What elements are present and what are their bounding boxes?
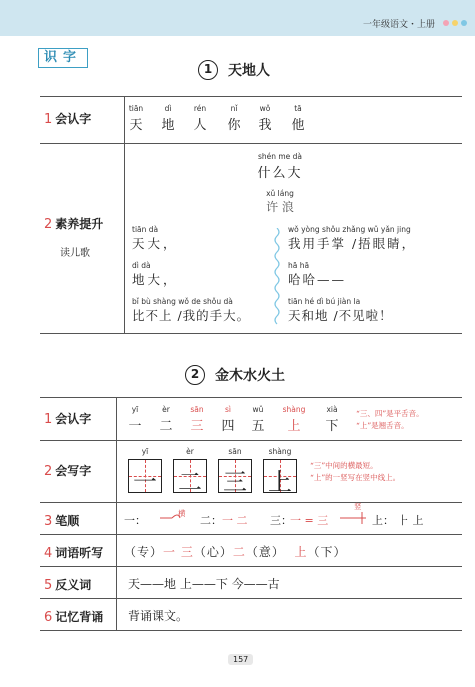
hanzi: 三: [190, 419, 204, 434]
lesson1-title-text: 天地人: [228, 63, 270, 79]
stroke-pointer-icon: [158, 510, 182, 524]
poem-author: 许 浪: [266, 200, 294, 214]
stroke-order-item: 三：: [270, 514, 292, 527]
hanzi: 人: [193, 118, 207, 133]
pinyin: wǔ: [252, 405, 264, 414]
hanzi: 一: [133, 468, 157, 496]
tianzige-grid: [128, 459, 162, 496]
table2-bottom-border: [40, 630, 462, 631]
stroke-order-item: 一：: [124, 514, 146, 527]
hanzi: 上: [268, 468, 292, 496]
lesson2-title: [185, 365, 285, 385]
hanzi: 上: [287, 419, 301, 434]
l2-row2-label: 2 会写字: [44, 464, 92, 479]
lesson1-number: 1: [198, 60, 218, 80]
pinyin: wǒ: [259, 104, 271, 113]
l1-row1-label: 1 会认字: [44, 112, 92, 127]
tianzige-grid: [218, 459, 252, 496]
l2-row4-label: 4 词语听写: [44, 546, 104, 561]
stroke-pointer-icon: [340, 508, 374, 524]
hanzi: 四: [221, 419, 235, 434]
poem-line-pinyin: hā hā: [288, 261, 310, 270]
pinyin: èr: [186, 447, 194, 456]
tianzige-grid: [263, 459, 297, 496]
poem-line-pinyin: tiān dà: [132, 225, 159, 234]
annotation-note: “三、四”是平舌音。: [356, 409, 424, 418]
poem-line-pinyin: bǐ bù shàng wǒ de shǒu dà: [132, 297, 233, 306]
table2-divider: [40, 566, 462, 567]
pinyin: sì: [225, 405, 231, 414]
poem-line: 天大，: [132, 236, 179, 251]
pinyin: sān: [190, 405, 204, 414]
poem-line: 比不上 /我的手大。: [132, 308, 251, 323]
l1-row2-sublabel: 读儿歌: [60, 248, 90, 259]
lesson2-title-text: 金木水火土: [215, 368, 285, 384]
stroke-name: 竖: [354, 502, 362, 511]
recite-instruction: 背诵课文。: [128, 609, 189, 623]
header-dots: [443, 20, 467, 26]
stroke-order-item: 上：: [372, 514, 394, 527]
hanzi: 你: [227, 118, 241, 133]
table2-divider: [40, 598, 462, 599]
l1-row2-label: 2 素养提升: [44, 217, 104, 232]
hanzi: 三: [223, 468, 247, 496]
pinyin: rén: [193, 104, 207, 113]
table2-top-border: [40, 397, 462, 398]
hanzi: 二: [159, 419, 173, 434]
hanzi: 天: [129, 118, 143, 133]
poem-title-pinyin: shén me dà: [257, 152, 303, 161]
l2-row5-label: 5 反义词: [44, 578, 92, 593]
pinyin: xià: [326, 405, 338, 414]
annotation-note: “三”中间的横最短。: [310, 461, 378, 470]
table2-divider: [40, 440, 462, 441]
l2-row1-label: 1 会认字: [44, 412, 92, 427]
poem-line: 哈哈——: [288, 272, 347, 287]
table2-divider: [40, 534, 462, 535]
annotation-note: “上”的一竖写在竖中线上。: [310, 473, 401, 482]
hanzi: 他: [291, 118, 305, 133]
dictation-line: （专）一 三（心）二（意） 上（下）: [124, 545, 347, 559]
l2-row6-label: 6 记忆背诵: [44, 610, 104, 625]
poem-line: 我用手掌 /捂眼睛，: [288, 236, 417, 251]
poem-title: 什么大: [257, 166, 303, 181]
hanzi: 我: [258, 118, 272, 133]
pinyin: shàng: [282, 405, 306, 414]
stroke-name: 横: [178, 509, 186, 518]
poem-line-pinyin: wǒ yòng shǒu zhǎng wǔ yǎn jing: [288, 225, 411, 234]
table1-bottom-border: [40, 333, 462, 334]
table1-column-divider: [124, 96, 125, 333]
hanzi: 下: [325, 419, 339, 434]
book-title: 一年级语文・上册: [362, 20, 435, 30]
hanzi: 地: [161, 118, 175, 133]
table1-divider: [40, 143, 462, 144]
lesson2-number: 2: [185, 365, 205, 385]
pinyin: shàng: [268, 447, 292, 456]
l2-row3-label: 3 笔顺: [44, 514, 80, 529]
stroke-order-item: 二：: [200, 514, 222, 527]
annotation-note: “上”是翘舌音。: [356, 421, 409, 430]
stroke-sequence: ⺊ 上: [398, 514, 424, 527]
stroke-sequence: 一 二: [222, 514, 248, 527]
table2-column-divider: [116, 397, 117, 630]
antonym-pairs: 天——地 上——下 今——古: [128, 577, 280, 591]
pinyin: yī: [131, 405, 139, 414]
yellow-dot-icon: [452, 20, 458, 26]
pinyin: tā: [294, 104, 302, 113]
poem-line-pinyin: dì dà: [132, 261, 151, 270]
tianzige-grid: [173, 459, 207, 496]
section-badge: 识字: [38, 48, 88, 68]
pinyin: dì: [164, 104, 172, 113]
blue-dot-icon: [461, 20, 467, 26]
table1-top-border: [40, 96, 462, 97]
page-number: 157: [228, 654, 253, 665]
pink-dot-icon: [443, 20, 449, 26]
pinyin: èr: [162, 405, 170, 414]
table2-divider: [40, 502, 462, 503]
pinyin: nǐ: [230, 104, 238, 113]
poem-line: 地大，: [132, 272, 179, 287]
wavy-divider-icon: [272, 228, 282, 326]
hanzi: 二: [178, 468, 202, 496]
pinyin: tiān: [128, 104, 144, 113]
pinyin: sān: [228, 447, 242, 456]
poem-line-pinyin: tiān hé dì bú jiàn la: [288, 297, 361, 306]
poem-line: 天和地 /不见啦！: [288, 308, 393, 323]
hanzi: 一: [128, 419, 142, 434]
pinyin: yī: [141, 447, 149, 456]
poem-author-pinyin: xǔ láng: [266, 189, 294, 198]
lesson1-title: [198, 60, 270, 80]
stroke-sequence: 一 = 三: [290, 514, 329, 527]
hanzi: 五: [251, 419, 265, 434]
